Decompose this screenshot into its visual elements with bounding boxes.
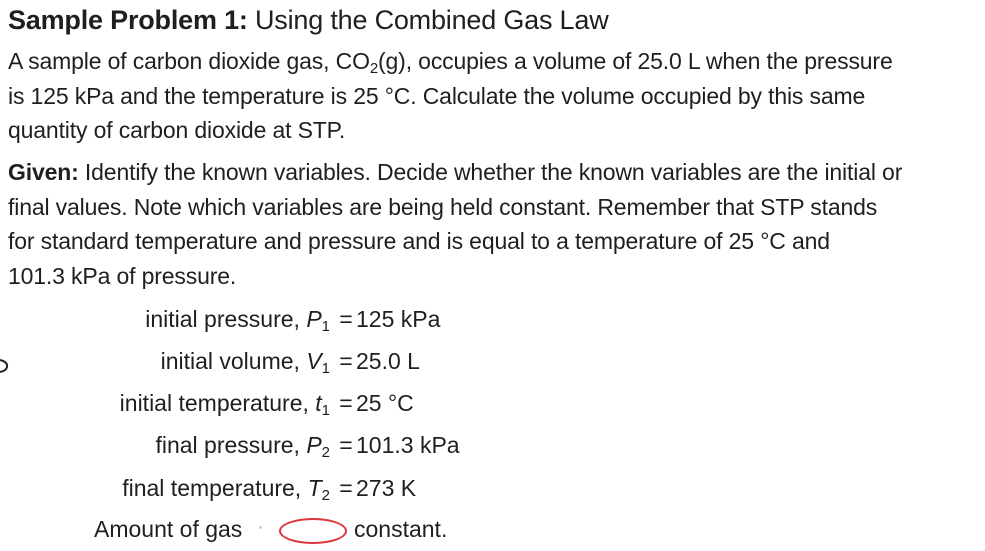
problem-title (8, 3, 609, 37)
variable-row (0, 428, 985, 462)
variable-value: 125 kPa (356, 306, 441, 332)
variable-value: 25 °C (356, 390, 414, 416)
given-line-4: 101.3 kPa of pressure. (8, 262, 237, 289)
amount-row (0, 512, 985, 546)
equals-sign: = (339, 348, 353, 374)
equals-sign: = (339, 475, 353, 501)
problem-line-1-post: (g), occupies a volume of 25.0 L when the pressure (378, 48, 893, 74)
variable-row (0, 471, 985, 505)
problem-line-1-pre: A sample of carbon dioxide gas, CO (8, 48, 370, 74)
blank-answer-oval[interactable] (279, 518, 347, 544)
variable-label: initial temperature, $t_1$ (119, 390, 330, 419)
problem-statement (8, 44, 983, 148)
problem-title-label: Sample Problem 1: (8, 5, 248, 35)
given-line-1-text: Identify the known variables. Decide whether the known variables are the initial or (84, 159, 903, 185)
variable-label: final pressure, $P_2$ (155, 432, 330, 461)
amount-value: constant. (354, 516, 448, 542)
variable-value: 25.0 L (356, 348, 420, 374)
variable-row (0, 386, 985, 420)
variable-label: initial volume, $V_1$ (160, 348, 330, 377)
amount-label: Amount of gas (94, 516, 243, 542)
variable-value: 273 K (356, 475, 417, 501)
partial-arc-icon (0, 358, 10, 374)
problem-line-1 (8, 44, 983, 79)
given-line-1 (8, 155, 983, 190)
variable-row (0, 302, 985, 336)
problem-title-name: Using the Combined Gas Law (255, 5, 609, 35)
given-section (8, 155, 983, 293)
equals-sign: = (339, 390, 353, 416)
given-line-2: final values. Note which variables are being held constant. Remember that STP stands (8, 193, 878, 220)
faint-dot (259, 526, 262, 529)
problem-line-2: is 125 kPa and the temperature is 25 °C. Calculate the volume occupied by this same (8, 82, 866, 109)
problem-line-1-subscript: 2 (369, 60, 379, 77)
variable-value: 101.3 kPa (356, 432, 460, 458)
variable-row (0, 344, 985, 378)
variable-label: final temperature, $T_2$ (122, 475, 330, 504)
problem-line-3: quantity of carbon dioxide at STP. (8, 117, 346, 143)
equals-sign: = (339, 432, 353, 458)
given-label: Given: (8, 159, 79, 185)
given-line-3: for standard temperature and pressure and is equal to a temperature of 25 °C and (8, 228, 830, 254)
variable-label: initial pressure, $P_1$ (145, 306, 330, 335)
equals-sign: = (339, 306, 353, 332)
